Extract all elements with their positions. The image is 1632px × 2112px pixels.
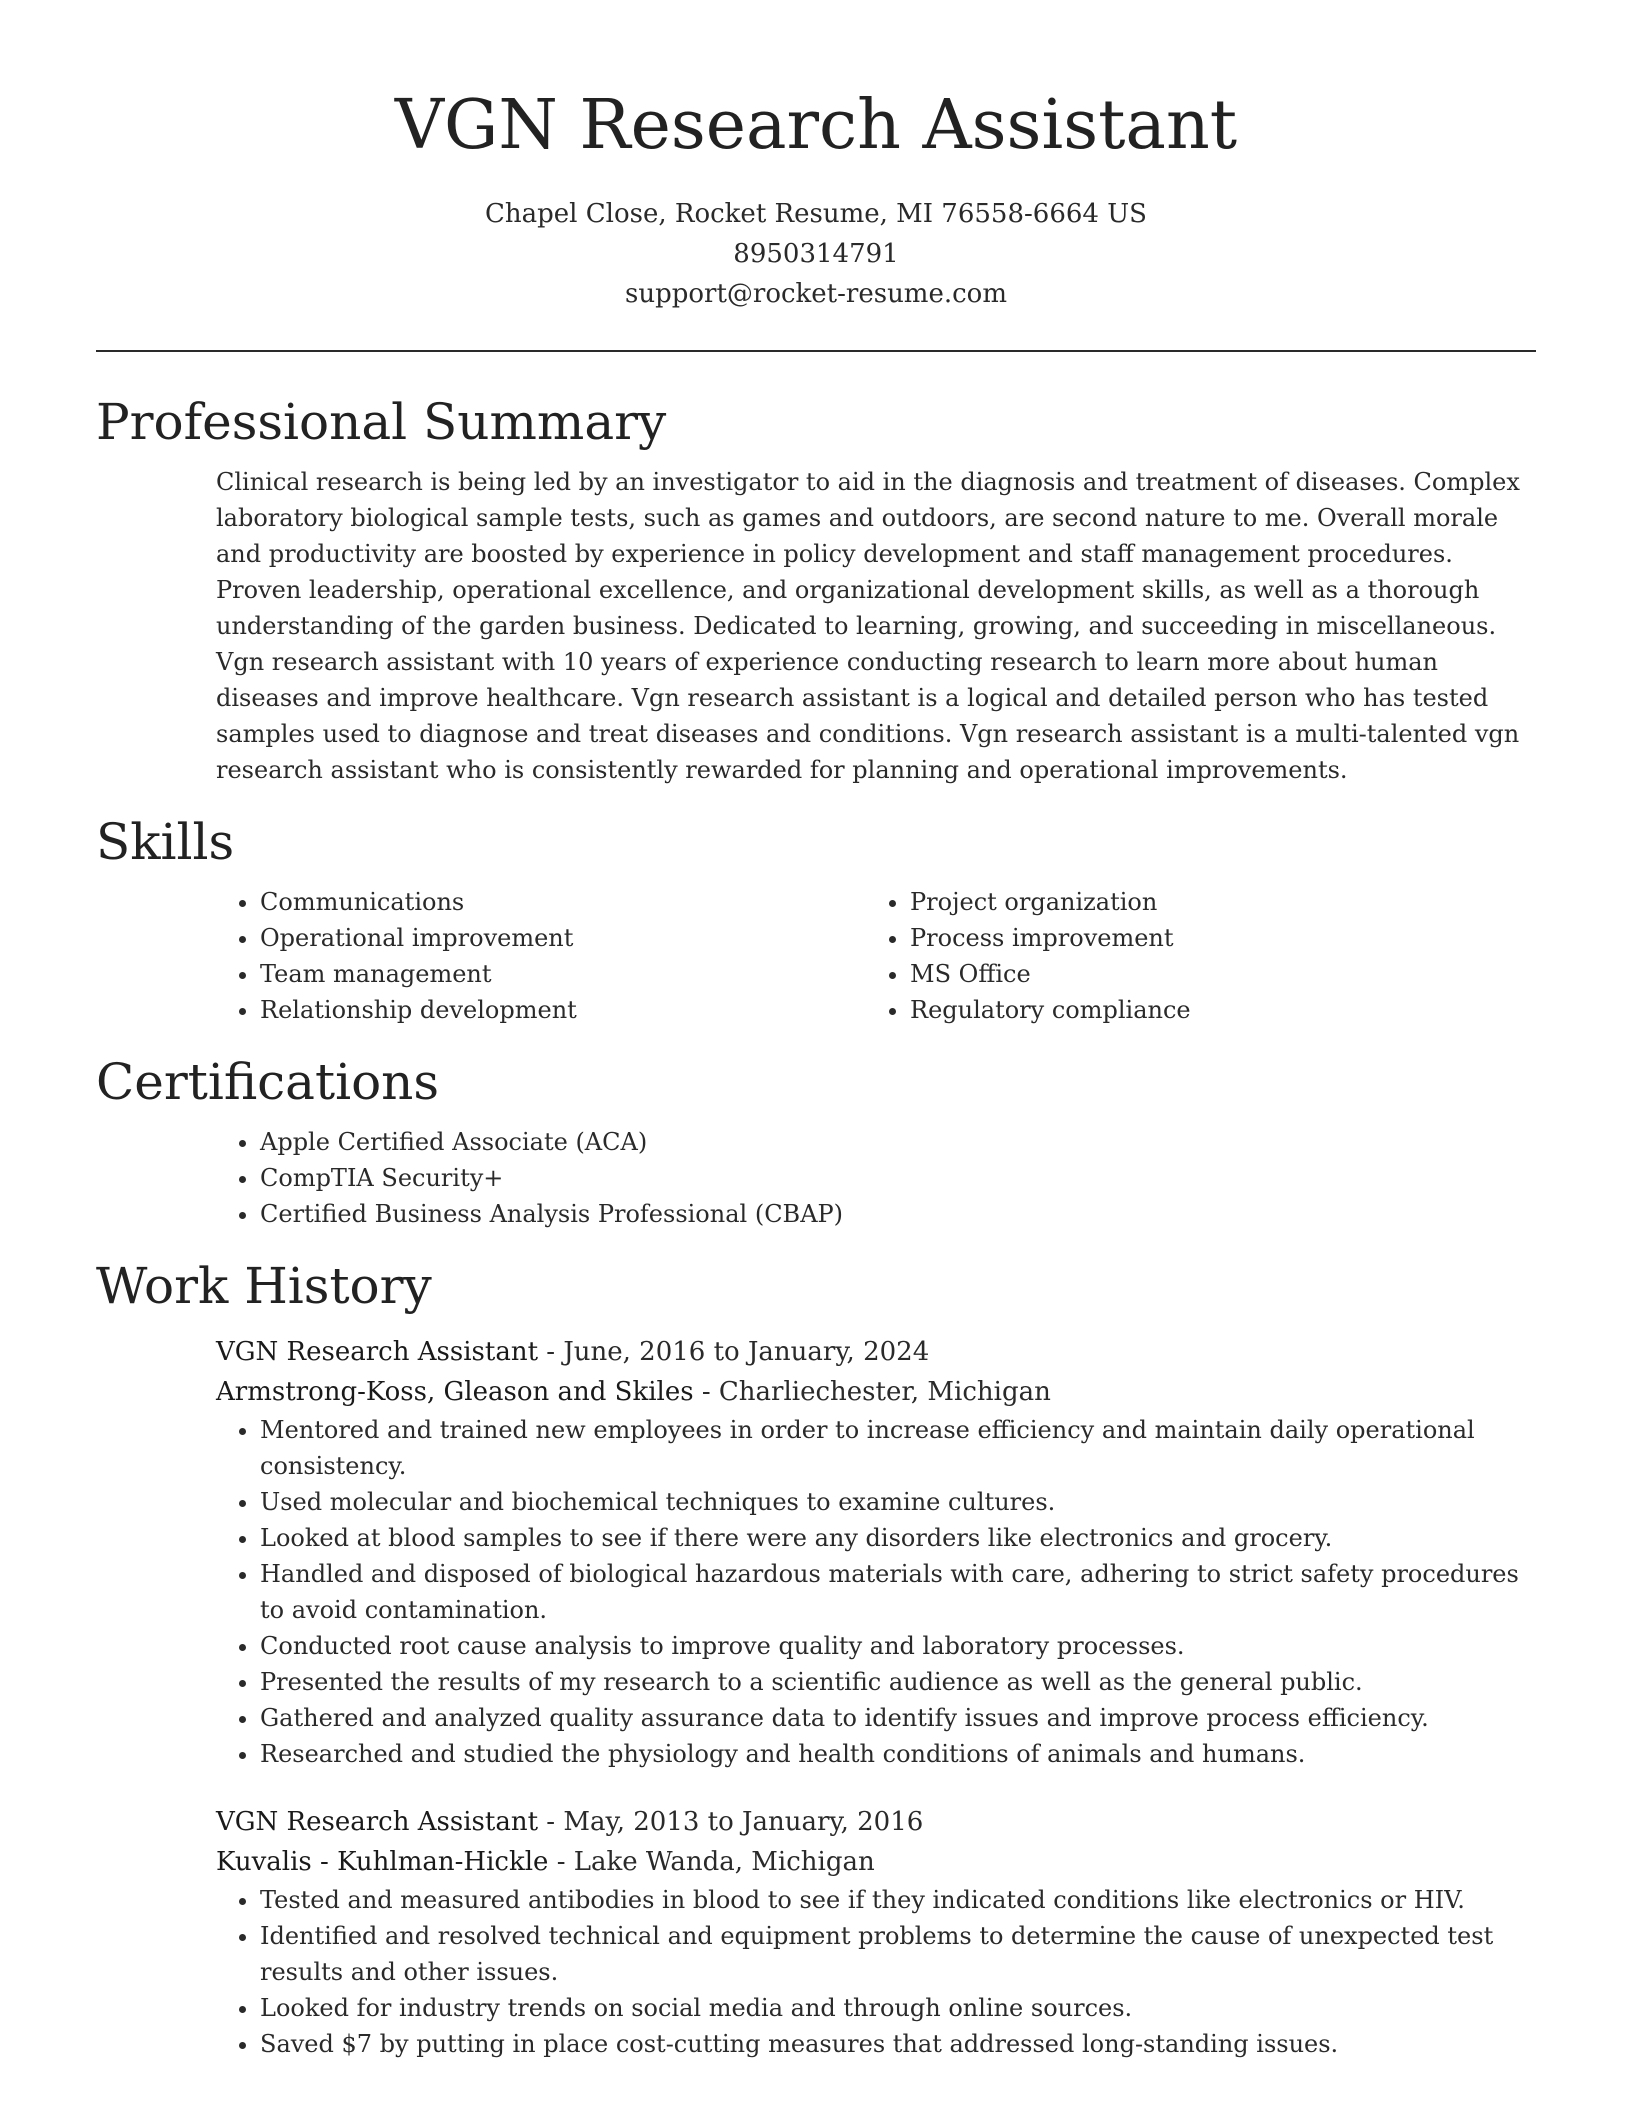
skill-item: • Project organization <box>910 884 1516 920</box>
candidate-name: VGN Research Assistant <box>394 86 1238 165</box>
skill-item: • Process improvement <box>910 920 1516 956</box>
job-duty: • Researched and studied the physiology and health conditions of animals and humans. <box>260 1736 1536 1772</box>
skill-item: • Regulatory compliance <box>910 992 1516 1028</box>
summary-heading: Professional Summary <box>96 393 667 451</box>
skills-column-left <box>216 884 866 1028</box>
job-company: Armstrong-Koss, Gleason and Skiles <box>216 1377 694 1407</box>
skill-item: • Operational improvement <box>260 920 866 956</box>
job-duty: • Looked for industry trends on social media and through online sources. <box>260 1990 1536 2026</box>
job-company: Kuvalis - Kuhlman-Hickle <box>216 1847 549 1877</box>
certifications-list <box>216 1124 1536 1232</box>
job-dates: - June, 2016 to January, 2024 <box>538 1337 930 1367</box>
job-duty: • Presented the results of my research to a scientific audience as well as the general public. <box>260 1664 1536 1700</box>
skill-item: • MS Office <box>910 956 1516 992</box>
job-duties-list <box>216 1412 1536 1772</box>
header-divider <box>96 350 1536 352</box>
skills-list-right <box>866 884 1516 1028</box>
skills-list-left <box>216 884 866 1028</box>
certification-item: • Apple Certified Associate (ACA) <box>260 1124 1536 1160</box>
summary-text: Clinical research is being led by an investigator to aid in the diagnosis and treatment of diseases. Complex laboratory biological sample tests, such as games and outdoors, are second nature to me. Overall morale and productivity are boosted by experience in policy development and staff management procedures. Proven leadership, operational excellence, and organizational development skills, as well as a thorough understanding of the garden business. Dedicated to learning, growing, and succeeding in miscellaneous. Vgn research assistant with 10 years of experience conducting research to learn more about human diseases and improve healthcare. Vgn research assistant is a logical and detailed person who has tested samples used to diagnose and treat diseases and conditions. Vgn research assistant is a multi-talented vgn research assistant who is consistently rewarded for planning and operational improvements. <box>216 468 1520 784</box>
certification-item: • Certified Business Analysis Professional (CBAP) <box>260 1196 1536 1232</box>
job-location: - Lake Wanda, Michigan <box>548 1847 875 1877</box>
resume-header <box>96 0 1536 314</box>
certifications-heading: Certifications <box>96 1053 440 1111</box>
job-duty: • Handled and disposed of biological hazardous materials with care, adhering to strict safety procedures to avoid contamination. <box>260 1556 1536 1628</box>
job-duty: • Saved $7 by putting in place cost-cutting measures that addressed long-standing issues. <box>260 2026 1536 2062</box>
skill-item: • Communications <box>260 884 866 920</box>
job-role: VGN Research Assistant <box>216 1807 539 1837</box>
certifications-block <box>216 1124 1536 1232</box>
job-location: - Charliechester, Michigan <box>693 1377 1051 1407</box>
skills-heading: Skills <box>96 813 235 871</box>
skill-item: • Relationship development <box>260 992 866 1028</box>
job-dates: - May, 2013 to January, 2016 <box>538 1807 924 1837</box>
job-duty: • Gathered and analyzed quality assurance data to identify issues and improve process efficiency. <box>260 1700 1536 1736</box>
job-duty: • Conducted root cause analysis to improve quality and laboratory processes. <box>260 1628 1536 1664</box>
skill-item: • Team management <box>260 956 866 992</box>
job-duties-list <box>216 1882 1536 2062</box>
job-title-line <box>216 1332 1536 1372</box>
skills-column-right <box>866 884 1516 1028</box>
contact-address: Chapel Close, Rocket Resume, MI 76558-6664 US <box>485 199 1147 229</box>
skills-grid <box>216 884 1536 1028</box>
contact-phone: 8950314791 <box>733 239 899 269</box>
job-duty: • Looked at blood samples to see if there were any disorders like electronics and grocery. <box>260 1520 1536 1556</box>
job-role: VGN Research Assistant <box>216 1337 539 1367</box>
job-entry <box>216 1332 1536 1772</box>
job-company-line <box>216 1372 1536 1412</box>
resume-page <box>96 0 1536 2062</box>
job-duty: • Mentored and trained new employees in order to increase efficiency and maintain daily operational consistency. <box>260 1412 1536 1484</box>
job-duty: • Tested and measured antibodies in blood to see if they indicated conditions like electronics or HIV. <box>260 1882 1536 1918</box>
job-entry <box>216 1802 1536 2062</box>
job-duty: • Identified and resolved technical and equipment problems to determine the cause of unexpected test results and other issues. <box>260 1918 1536 1990</box>
certification-item: • CompTIA Security+ <box>260 1160 1536 1196</box>
job-title-line <box>216 1802 1536 1842</box>
contact-email: support@rocket-resume.com <box>624 279 1007 309</box>
job-company-line <box>216 1842 1536 1882</box>
work-history-heading: Work History <box>96 1257 432 1315</box>
job-duty: • Used molecular and biochemical techniques to examine cultures. <box>260 1484 1536 1520</box>
